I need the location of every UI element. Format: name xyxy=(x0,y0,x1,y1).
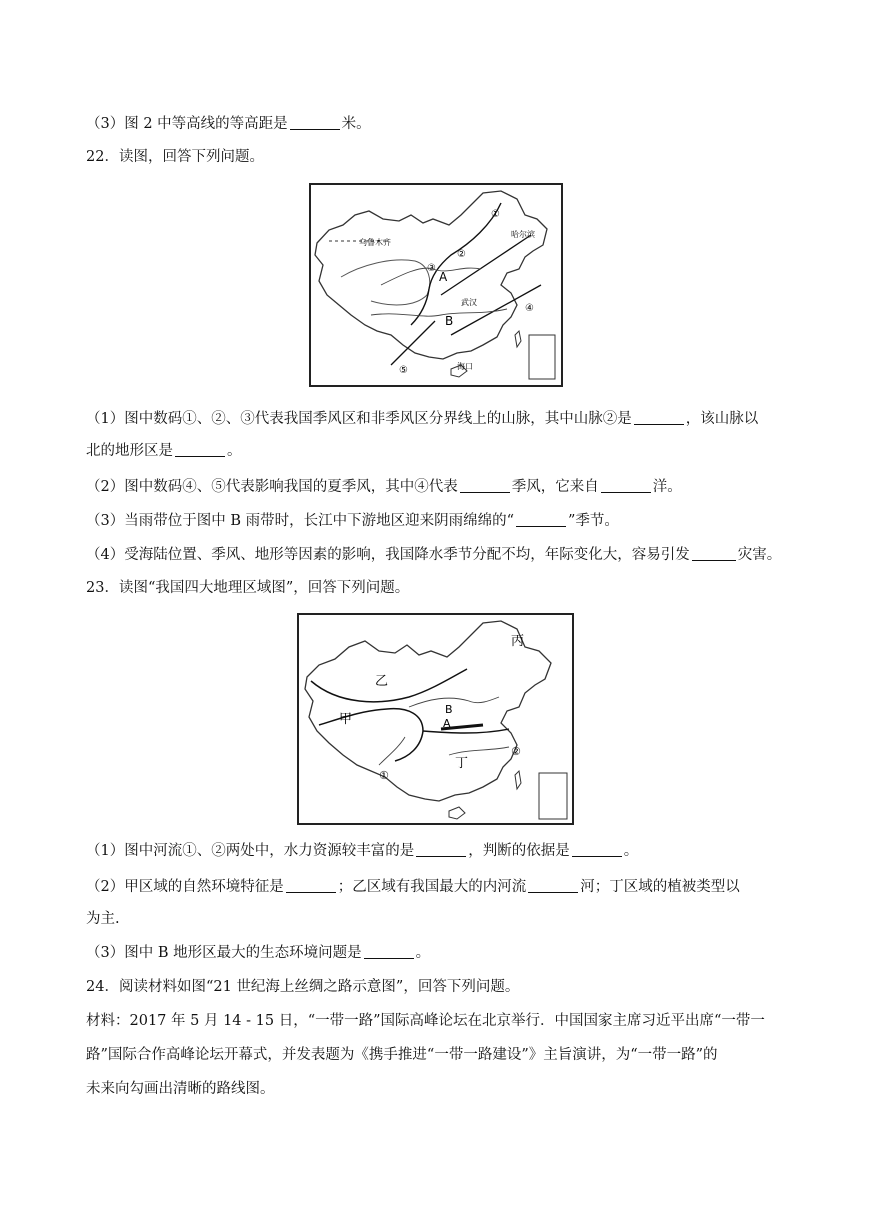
q22-part4 xyxy=(86,545,785,565)
answer-blank[interactable] xyxy=(286,877,336,893)
label-n4: ④ xyxy=(525,303,534,314)
taiwan-island xyxy=(515,331,521,347)
q21-part3 xyxy=(86,114,785,134)
answer-blank[interactable] xyxy=(460,477,510,493)
q22-p1-line2-text: 北的地形区是 xyxy=(86,443,173,459)
label-n1: ① xyxy=(491,209,500,220)
q24-material-line1: 材料：2017 年 5 月 14 - 15 日，“一带一路”国际高峰论坛在北京举行．中国国家主席习近平出席“一带一 xyxy=(86,1013,765,1029)
hainan-island xyxy=(449,807,465,819)
q22-monsoon-map xyxy=(309,183,563,387)
river-2 xyxy=(449,747,509,755)
label-yi: 乙 xyxy=(375,674,389,689)
q22-part2 xyxy=(86,477,785,497)
china-map-monsoon xyxy=(311,185,561,385)
q22-p4-text-b: 灾害。 xyxy=(737,547,782,563)
q24-material-line2: 路”国际合作高峰论坛开幕式，并发表题为《携手推进“一带一路建设”》主旨演讲，为“一带一路”的 xyxy=(86,1047,718,1063)
q22-p3-text-b: ”季节。 xyxy=(568,513,619,529)
label-B: B xyxy=(445,703,453,716)
label-A: A xyxy=(439,270,448,284)
label-ding: 丁 xyxy=(455,756,469,771)
q23-p1-text-b: ，判断的依据是 xyxy=(468,843,570,859)
label-urumqi: 乌鲁木齐 xyxy=(359,238,391,247)
q22-p2-text: （2）图中数码④、⑤代表影响我国的夏季风，其中④代表 xyxy=(86,479,458,495)
q23-p1-text: （1）图中河流①、②两处中，水力资源较丰富的是 xyxy=(86,843,415,859)
river-1 xyxy=(379,737,405,765)
label-n5: ⑤ xyxy=(399,365,408,376)
north-south-boundary xyxy=(423,729,509,733)
q23-part2-line1 xyxy=(86,877,785,897)
northwest-boundary xyxy=(311,669,467,702)
answer-blank[interactable] xyxy=(290,114,340,130)
south-china-sea-inset xyxy=(539,773,567,819)
q23-p3-text: （3）图中 B 地形区最大的生态环境问题是 xyxy=(86,945,362,961)
q23-p2-text-c: 河；丁区域的植被类型以 xyxy=(580,879,740,895)
q24-heading: 24．阅读材料如图“21 世纪海上丝绸之路示意图”，回答下列问题。 xyxy=(86,979,520,995)
label-B: B xyxy=(445,314,454,328)
q23-p2-text-b: ；乙区域有我国最大的内河流 xyxy=(337,879,527,895)
rain-belt-c xyxy=(391,321,435,365)
q23-p1-text-c: 。 xyxy=(623,843,639,859)
label-n2: ② xyxy=(457,249,466,260)
taiwan-island xyxy=(515,771,521,789)
q22-p3-text: （3）当雨带位于图中 B 雨带时，长江中下游地区迎来阴雨绵绵的“ xyxy=(86,513,515,529)
q21-p3-text-end: 米。 xyxy=(341,116,371,132)
q23-p3-text-b: 。 xyxy=(415,945,431,961)
label-n1: ① xyxy=(379,769,389,782)
answer-blank[interactable] xyxy=(601,477,651,493)
answer-blank[interactable] xyxy=(692,545,736,561)
answer-blank[interactable] xyxy=(516,511,566,527)
label-A: A xyxy=(443,717,451,730)
q22-p1-text: （1）图中数码①、②、③代表我国季风区和非季风区分界线上的山脉，其中山脉②是 xyxy=(86,411,632,427)
q22-p1-text-b: ，该山脉以 xyxy=(685,411,759,427)
label-jia: 甲 xyxy=(339,712,353,727)
label-harbin: 哈尔滨 xyxy=(511,230,535,239)
label-n2: ② xyxy=(511,745,521,758)
q23-part2-line2: 为主. xyxy=(86,911,120,927)
yellow-river xyxy=(409,697,499,707)
label-bing: 丙 xyxy=(511,634,525,649)
china-four-regions-map xyxy=(299,615,572,823)
label-haikou: 海口 xyxy=(457,362,473,371)
q22-part3 xyxy=(86,511,785,531)
rain-belt-a xyxy=(441,235,531,295)
q22-heading: 22．读图，回答下列问题。 xyxy=(86,149,264,165)
q21-p3-text: （3）图 2 中等高线的等高距是 xyxy=(86,116,288,132)
q22-part1-line2 xyxy=(86,441,785,461)
south-china-sea-inset xyxy=(529,335,555,379)
tibet-boundary xyxy=(319,709,423,761)
answer-blank[interactable] xyxy=(572,841,622,857)
label-n3: ③ xyxy=(427,263,436,274)
q23-heading: 23．读图“我国四大地理区域图”，回答下列问题。 xyxy=(86,580,410,596)
label-wuhan: 武汉 xyxy=(461,298,477,307)
q22-p2-text-b: 季风，它来自 xyxy=(511,479,599,495)
answer-blank[interactable] xyxy=(416,841,466,857)
q23-part3 xyxy=(86,943,785,963)
q22-p4-text: （4）受海陆位置、季风、地形等因素的影响，我国降水季节分配不均，年际变化大，容易引发 xyxy=(86,547,690,563)
answer-blank[interactable] xyxy=(175,441,225,457)
answer-blank[interactable] xyxy=(364,943,414,959)
answer-blank[interactable] xyxy=(634,409,684,425)
q23-part1 xyxy=(86,841,785,861)
q22-part1-line1 xyxy=(86,409,785,429)
q22-p1-line2-end: 。 xyxy=(227,443,242,459)
q24-material-line3: 未来向勾画出清晰的路线图。 xyxy=(86,1081,275,1097)
answer-blank[interactable] xyxy=(528,877,578,893)
q22-p2-text-c: 洋。 xyxy=(652,479,682,495)
q23-p2-text: （2）甲区域的自然环境特征是 xyxy=(86,879,284,895)
china-outline xyxy=(315,191,547,359)
q23-regions-map xyxy=(297,613,574,825)
